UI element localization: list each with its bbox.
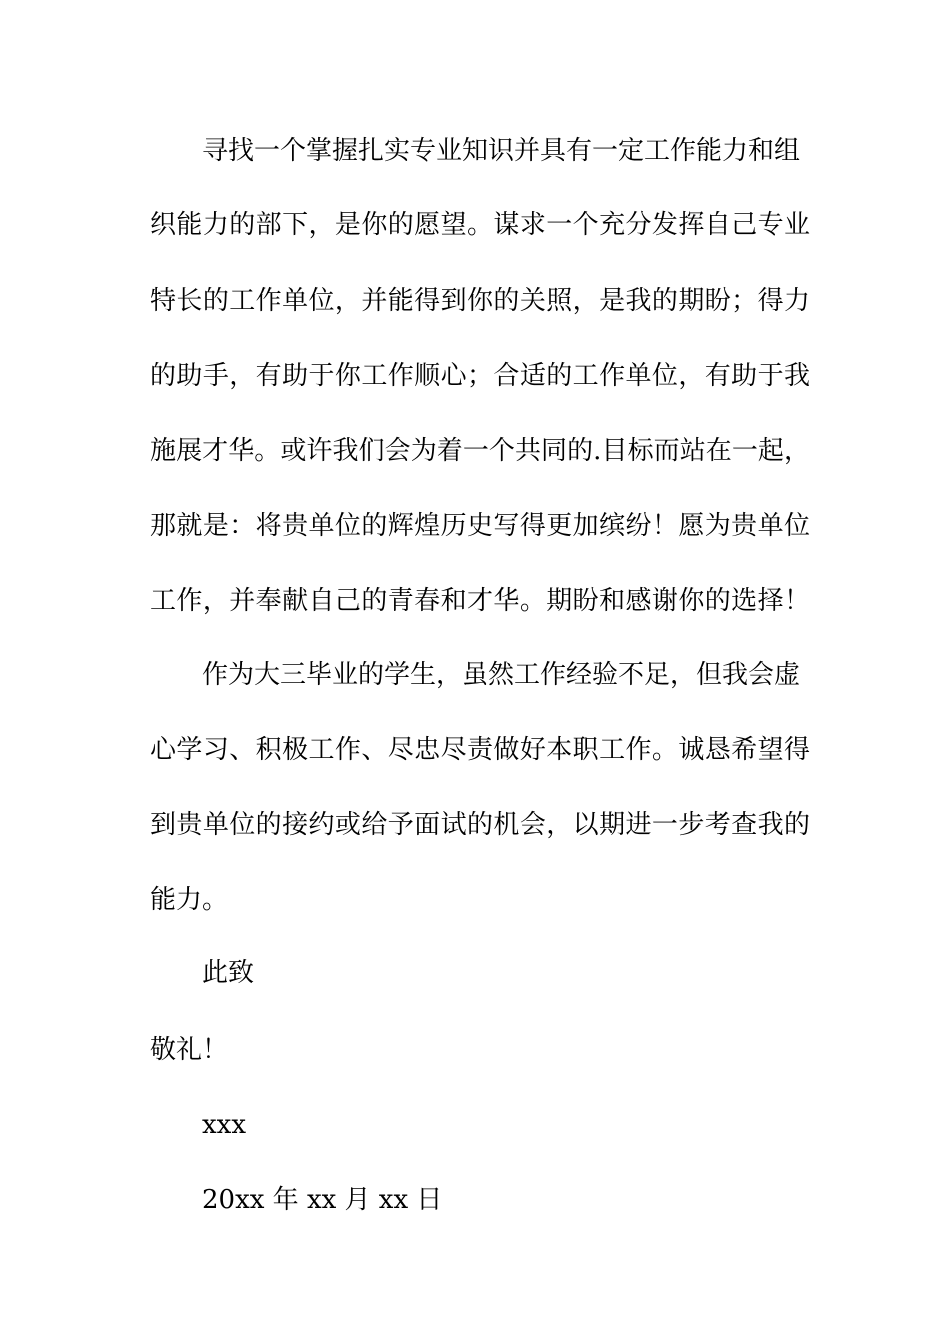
paragraph-1-line-6: 那就是：将贵单位的辉煌历史写得更加缤纷！愿为贵单位 bbox=[150, 511, 810, 541]
date: 20xx 年 xx 月 xx 日 bbox=[202, 1185, 443, 1215]
salutation-zhici: 此致 bbox=[202, 958, 255, 988]
paragraph-2-line-3: 到贵单位的接约或给予面试的机会，以期进一步考查我的 bbox=[150, 810, 810, 840]
paragraph-1-line-5: 施展才华。或许我们会为着一个共同的.目标而站在一起， bbox=[150, 436, 810, 466]
paragraph-2-line-2: 心学习、积极工作、尽忠尽责做好本职工作。诚恳希望得 bbox=[150, 735, 810, 765]
salutation-jingli: 敬礼！ bbox=[150, 1035, 229, 1065]
signature: xxx bbox=[202, 1110, 246, 1140]
paragraph-2-line-4: 能力。 bbox=[150, 885, 229, 915]
paragraph-1-line-2: 织能力的部下，是你的愿望。谋求一个充分发挥自己专业 bbox=[150, 210, 810, 240]
paragraph-2-line-1: 作为大三毕业的学生，虽然工作经验不足，但我会虚 bbox=[202, 660, 801, 690]
paragraph-1-line-3: 特长的工作单位，并能得到你的关照，是我的期盼；得力 bbox=[150, 286, 810, 316]
paragraph-1-line-1: 寻找一个掌握扎实专业知识并具有一定工作能力和组 bbox=[202, 136, 801, 166]
paragraph-1-line-7: 工作，并奉献自己的青春和才华。期盼和感谢你的选择！ bbox=[150, 586, 810, 616]
paragraph-1-line-4: 的助手，有助于你工作顺心；合适的工作单位，有助于我 bbox=[150, 361, 810, 391]
